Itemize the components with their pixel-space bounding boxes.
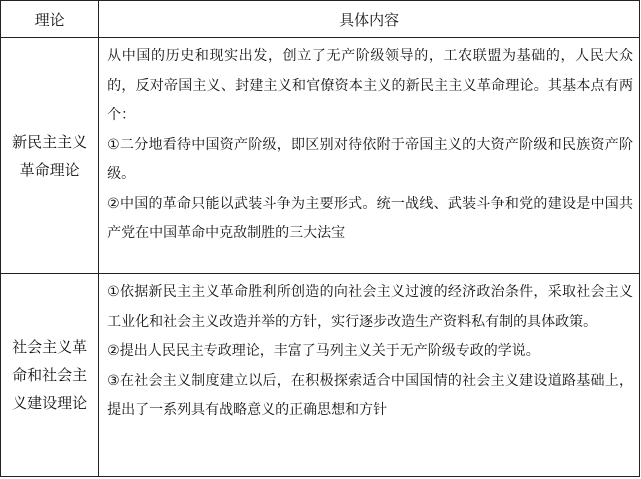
header-theory: 理论	[1, 1, 99, 38]
theory-label: 新民主主义革命理论	[12, 132, 88, 179]
header-content: 具体内容	[99, 1, 640, 38]
theory-label: 社会主义革命和社会主义建设理论	[12, 338, 88, 412]
content-paragraph: ①依据新民主主义革命胜利所创造的向社会主义过渡的经济政治条件，采取社会主义工业化和社会主义改造并举的方针，实行逐步改造生产资料私有制的具体政策。	[107, 284, 633, 330]
content-paragraph: ②提出人民民主专政理论，丰富了马列主义关于无产阶级专政的学说。	[107, 343, 540, 359]
content-cell-socialist	[99, 274, 640, 477]
theory-cell-new-democratic	[1, 38, 99, 274]
table-row	[1, 274, 640, 477]
content-paragraph: ②中国的革命只能以武装斗争为主要形式。统一战线、武装斗争和党的建设是中国共产党在中国革命中克敌制胜的三大法宝	[107, 195, 633, 241]
content-paragraph: 从中国的历史和现实出发，创立了无产阶级领导的，工农联盟为基础的，人民大众的，反对帝国主义、封建主义和官僚资本主义的新民主主义革命理论。其基本点有两个：	[107, 48, 633, 123]
table-row	[1, 38, 640, 274]
content-cell-new-democratic	[99, 38, 640, 274]
theory-cell-socialist	[1, 274, 99, 477]
table-header-row	[1, 1, 640, 38]
content-paragraph: ③在社会主义制度建立以后，在积极探索适合中国国情的社会主义建设道路基础上，提出了一系列具有战略意义的正确思想和方针	[107, 372, 633, 418]
content-paragraph: ①二分地看待中国资产阶级，即区别对待依附于帝国主义的大资产阶级和民族资产阶级。	[107, 136, 633, 182]
